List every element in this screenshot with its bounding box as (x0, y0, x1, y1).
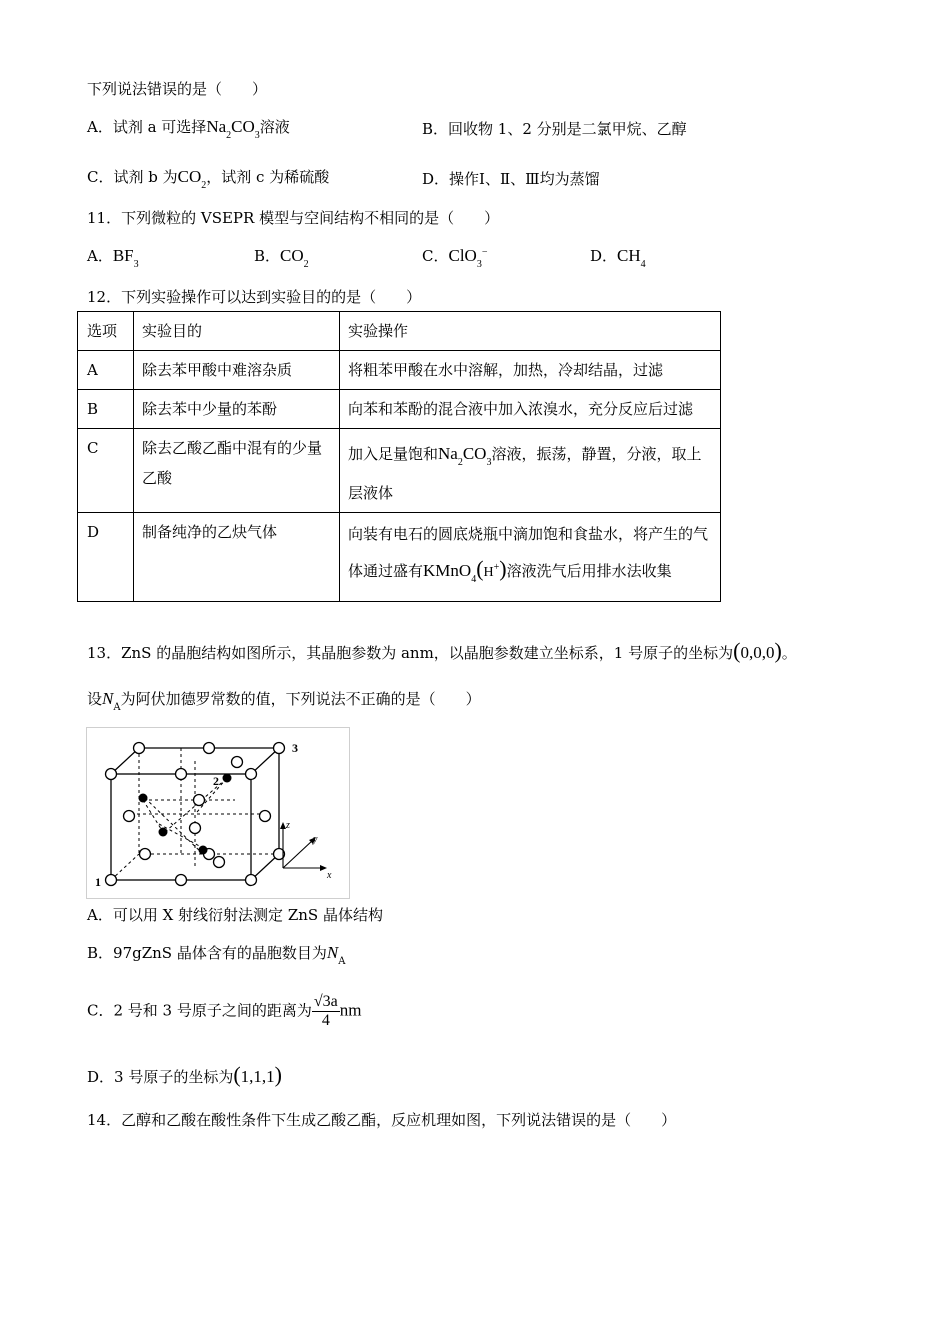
q11-option-d: D．$CH_4$ (590, 246, 646, 270)
axis-label-x: x (327, 870, 332, 881)
row-goal: 除去苯甲酸中难溶杂质 (134, 351, 340, 390)
header-option: 选项 (78, 312, 134, 351)
experiment-table (77, 311, 721, 602)
zns-unit-cell-figure (86, 727, 350, 899)
axis-label-y: y (313, 834, 318, 845)
row-operation: 向装有电石的圆底烧瓶中滴加饱和食盐水，将产生的气体通过盛有KMnO$_4$(H+)溶液洗气后用排水法收集 (340, 513, 721, 602)
row-option: B (78, 390, 134, 429)
q11-option-a: A．$BF_3$ (87, 246, 139, 270)
header-operation: 实验操作 (340, 312, 721, 351)
table-row (78, 513, 721, 602)
row-goal: 制备纯净的乙炔气体 (134, 513, 340, 602)
q13-option-b: B．97gZnS 晶体含有的晶胞数目为$N_A$ (87, 943, 346, 967)
atom-label-3: 3 (292, 741, 298, 755)
row-option: D (78, 513, 134, 602)
q10-option-a: A．试剂 a 可选择$Na_2CO_3$溶液 (87, 117, 290, 141)
q13-option-a: A．可以用 X 射线衍射法测定 ZnS 晶体结构 (87, 906, 383, 924)
q13-option-d: D．3 号原子的坐标为(1,1,1) (87, 1062, 282, 1087)
table-header-row (78, 312, 721, 351)
row-goal: 除去乙酸乙酯中混有的少量乙酸 (134, 429, 340, 513)
q14-stem: 14．乙醇和乙酸在酸性条件下生成乙酸乙酯，反应机理如图，下列说法错误的是（ ） (87, 1111, 677, 1129)
fraction: $\frac{√3a}{4}$ (313, 993, 338, 1029)
q13-option-c: C．2 号和 3 号原子之间的距离为 $\frac{√3a}{4}$ nm (87, 993, 362, 1029)
q11-option-c: C．ClO$_3$− (422, 246, 488, 270)
q11-option-b: B．$CO_2$ (254, 246, 309, 270)
axis-label-z: z (286, 820, 290, 831)
header-goal: 实验目的 (134, 312, 340, 351)
q10-option-c: C．试剂 b 为$CO_2$，试剂 c 为稀硫酸 (87, 167, 330, 191)
q13-stem-line1: 13．ZnS 的晶胞结构如图所示，其晶胞参数为 anm，以晶胞参数建立坐标系，1 号原子的坐标为(0,0,0)。 (87, 638, 797, 663)
q11-stem: 11．下列微粒的 VSEPR 模型与空间结构不相同的是（ ） (87, 209, 500, 227)
atom-label-2: 2 (213, 774, 219, 788)
row-operation: 向苯和苯酚的混合液中加入浓溴水，充分反应后过滤 (340, 390, 721, 429)
table-row (78, 351, 721, 390)
zns-unit-cell-diagram (87, 728, 349, 898)
table-row (78, 390, 721, 429)
q10-option-b: B．回收物 1、2 分别是二氯甲烷、乙醇 (422, 120, 687, 138)
table-row (78, 429, 721, 513)
row-goal: 除去苯中少量的苯酚 (134, 390, 340, 429)
q13-stem-line2: 设$N_A$为阿伏加德罗常数的值，下列说法不正确的是（ ） (87, 689, 481, 713)
row-option: A (78, 351, 134, 390)
row-operation: 加入足量饱和$Na_2CO_3$溶液，振荡，静置，分液，取上层液体 (340, 429, 721, 513)
q10-option-d: D．操作Ⅰ、Ⅱ、Ⅲ均为蒸馏 (422, 170, 600, 188)
row-operation: 将粗苯甲酸在水中溶解，加热，冷却结晶，过滤 (340, 351, 721, 390)
q12-stem: 12．下列实验操作可以达到实验目的的是（ ） (87, 288, 422, 306)
q10-stem: 下列说法错误的是（ ） (87, 80, 268, 98)
atom-label-1: 1 (95, 875, 101, 889)
row-option: C (78, 429, 134, 513)
